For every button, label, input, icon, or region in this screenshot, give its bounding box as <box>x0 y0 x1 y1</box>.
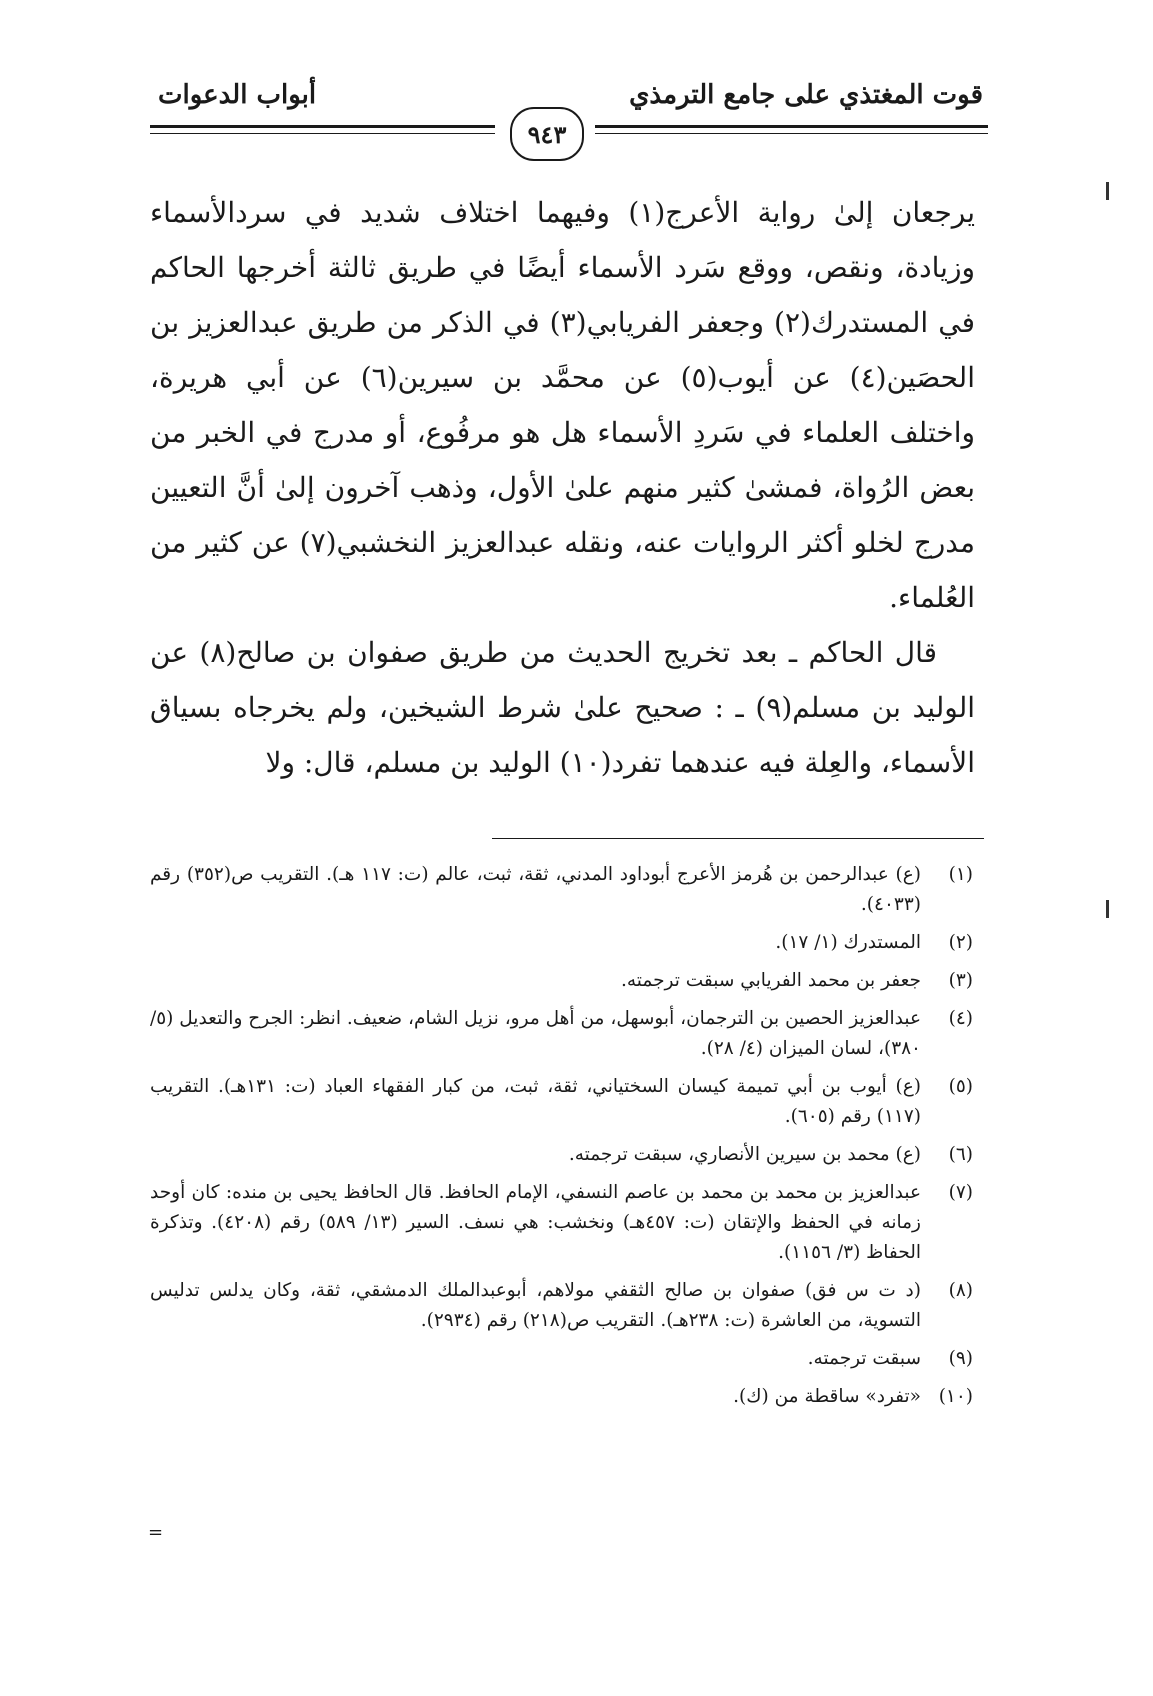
footnote-number: (٦) <box>948 1144 973 1165</box>
main-paragraph: قال الحاكم ـ بعد تخريج الحديث من طريق صفوان بن صالح(٨) عن الوليد بن مسلم(٩) ـ : صحيح علىٰ شرط الشيخين، ولم يخرجاه بسياق الأسماء، والعِلة فيه عندهما تفرد(١٠) الوليد بن مسلم، قال: ولا <box>150 636 975 779</box>
footnote-number: (١٠) <box>938 1386 973 1407</box>
footnote <box>150 1072 973 1132</box>
footnote-text: (ع) عبدالرحمن بن هُرمز الأعرج أبوداود المدني، ثقة، ثبت، عالم (ت: ١١٧ هـ). التقريب ص(٣٥٢) رقم (٤٠٣٣). <box>150 864 921 915</box>
footnote-separator <box>492 838 984 839</box>
bottom-continuation-mark: = <box>148 1522 164 1543</box>
footnote-text: (ع) أيوب بن أبي تميمة كيسان السختياني، ثقة، ثبت، من كبار الفقهاء العباد (ت: ١٣١هـ). التقريب (١١٧) رقم (٦٠٥). <box>150 1076 921 1127</box>
footnote-text: جعفر بن محمد الفريابي سبقت ترجمته. <box>621 970 921 991</box>
header-rule-right-top <box>595 125 988 128</box>
main-text <box>150 185 975 790</box>
header-rule-left-top <box>150 125 495 128</box>
footnote <box>150 1004 973 1064</box>
footnote-text: سبقت ترجمته. <box>807 1348 921 1369</box>
footnote-number: (٥) <box>948 1076 973 1097</box>
header-rule-left-bottom <box>150 133 495 134</box>
footnote-text: عبدالعزيز بن محمد بن محمد بن عاصم النسفي، الإمام الحافظ. قال الحافظ يحيى بن منده: كان أوحد زمانه في الحفظ والإتقان (ت: ٤٥٧هـ) ونخشب: هي نسف. السير (١٣/ ٥٨٩) رقم (٤٢٠٨). وتذكرة الحفاظ (٣/ ١١٥٦). <box>150 1182 921 1263</box>
footnote-number: (١) <box>948 864 973 885</box>
header-rule-right-bottom <box>595 133 988 134</box>
running-header-book-title: قوت المغتذي على جامع الترمذي <box>629 80 983 110</box>
footnote <box>150 1276 973 1336</box>
footnote-number: (٣) <box>948 970 973 991</box>
footnote <box>150 1344 973 1374</box>
footnote-number: (٤) <box>948 1008 973 1029</box>
running-header-chapter-title: أبواب الدعوات <box>158 80 317 110</box>
footnote <box>150 1382 973 1412</box>
footnote-text: «تفرد» ساقطة من (ك). <box>733 1386 921 1407</box>
footnote <box>150 1140 973 1170</box>
footnote-number: (٧) <box>948 1182 973 1203</box>
footnote-text: عبدالعزيز الحصين بن الترجمان، أبوسهل، من أهل مرو، نزيل الشام، ضعيف. انظر: الجرح والتعديل (٥/ ٣٨٠)، لسان الميزان (٤/ ٢٨). <box>150 1008 921 1059</box>
main-paragraph: يرجعان إلىٰ رواية الأعرج(١) وفيهما اختلاف شديد في سردالأسماء وزيادة، ونقص، ووقع سَرد الأسماء أيضًا في طريق ثالثة أخرجها الحاكم في المستدرك(٢) وجعفر الفريابي(٣) في الذكر من طريق عبدالعزيز بن الحصَين(٤) عن أيوب(٥) عن محمَّد بن سيرين(٦) عن أبي هريرة، واختلف العلماء في سَردِ الأسماء هل هو مرفُوع، أو مدرج في الخبر من بعض الرُواة، فمشىٰ كثير منهم علىٰ الأول، وذهب آخرون إلىٰ أنَّ التعيين مدرج لخلو أكثر الروايات عنه، ونقله عبدالعزيز النخشبي(٧) عن كثير من العُلماء. <box>150 196 975 614</box>
footnote-number: (٨) <box>948 1280 973 1301</box>
scan-edge-mark <box>1106 900 1109 918</box>
footnote-text: المستدرك (١/ ١٧). <box>775 932 921 953</box>
footnote <box>150 928 973 958</box>
footnote-text: (ع) محمد بن سيرين الأنصاري، سبقت ترجمته. <box>568 1144 921 1165</box>
page-number: ٩٤٣ <box>510 107 584 161</box>
footnote <box>150 1178 973 1268</box>
footnotes <box>150 860 973 1420</box>
footnote <box>150 860 973 920</box>
footnote <box>150 966 973 996</box>
scan-edge-mark <box>1106 182 1109 200</box>
footnote-number: (٢) <box>948 932 973 953</box>
footnote-number: (٩) <box>948 1348 973 1369</box>
footnote-text: (د ت س فق) صفوان بن صالح الثقفي مولاهم، أبوعبدالملك الدمشقي، ثقة، وكان يدلس تدليس التسوية، من العاشرة (ت: ٢٣٨هـ). التقريب ص(٢١٨) رقم (٢٩٣٤). <box>150 1280 921 1331</box>
